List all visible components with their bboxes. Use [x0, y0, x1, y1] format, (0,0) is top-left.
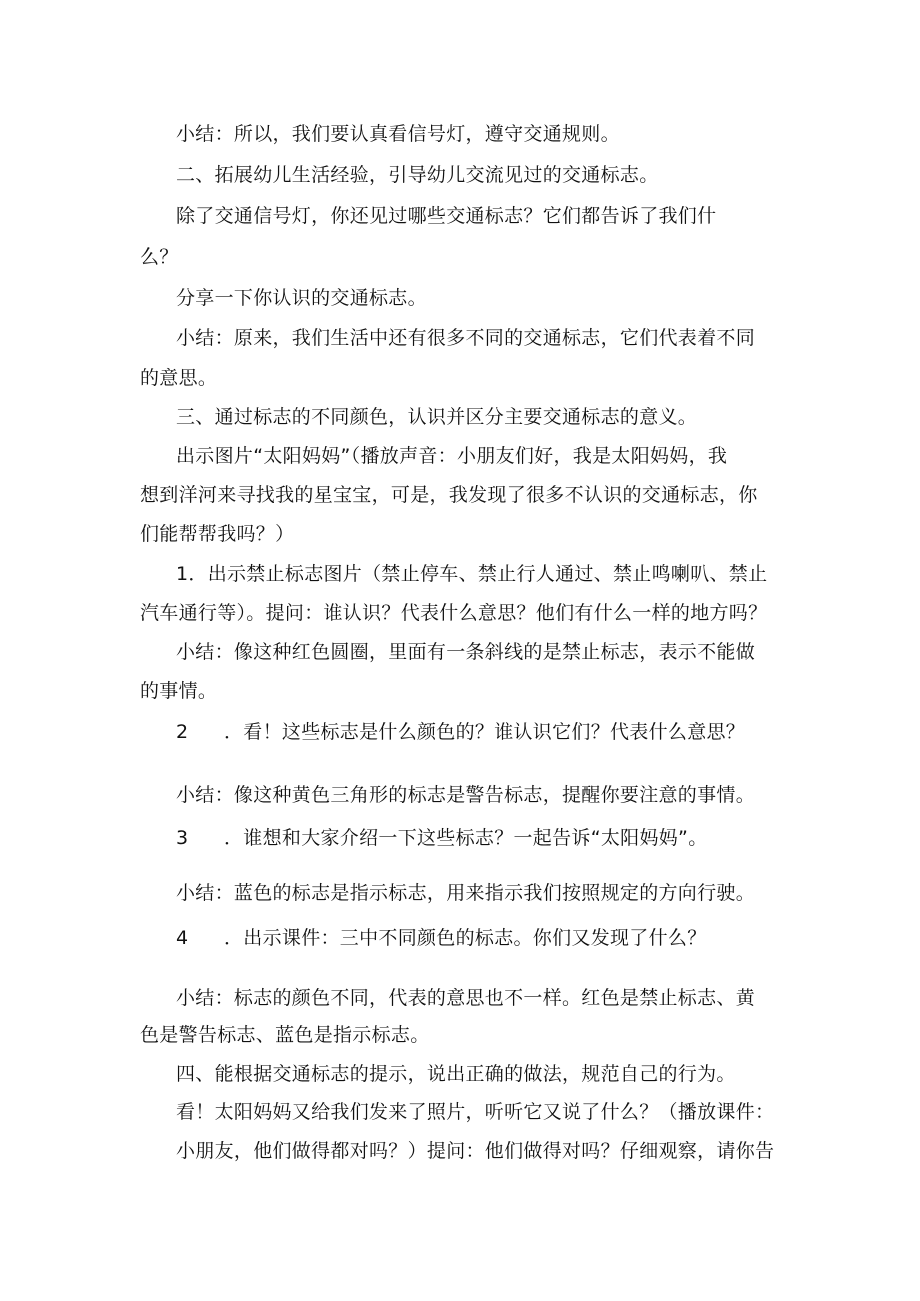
item-4-show-courseware [176, 926, 707, 950]
look-photos-cont: 小朋友，他们做得都对吗？）提问：他们做得对吗？仔细观察，请你告 [176, 1140, 775, 1162]
summary-prohibition: 小结：像这种红色圆圈，里面有一条斜线的是禁止标志，表示不能做 [176, 641, 756, 663]
item-number: 4 [176, 927, 189, 949]
summary-different-signs: 小结：原来，我们生活中还有很多不同的交通标志，它们代表着不同 [176, 327, 756, 349]
item-1-prohibition-signs-cont: 汽车通行等）。提问：谁认识？代表什么意思？他们有什么一样的地方吗？ [140, 602, 768, 624]
summary-different-signs-cont: 的意思。 [140, 367, 218, 389]
item-number: 2 [176, 721, 189, 743]
share-prompt: 分享一下你认识的交通标志。 [176, 287, 427, 309]
item-2-colors-question [176, 720, 745, 744]
summary-prohibition-cont: 的事情。 [140, 680, 218, 702]
section-two-heading: 二、拓展幼儿生活经验，引导幼儿交流见过的交通标志。 [176, 164, 659, 186]
item-text: ．看！这些标志是什么颜色的？谁认识它们？代表什么意思？ [224, 721, 746, 743]
question-traffic-signs: 除了交通信号灯，你还见过哪些交通标志？它们都告诉了我们什 [176, 205, 717, 227]
section-four-heading: 四、能根据交通标志的提示，说出正确的做法，规范自己的行为。 [176, 1063, 736, 1085]
item-3-introduce-signs [176, 826, 708, 850]
item-text: ．出示课件：三中不同颜色的标志。你们又发现了什么？ [224, 927, 707, 949]
item-number: 3 [176, 827, 189, 849]
summary-obey-rules: 小结：所以，我们要认真看信号灯，遵守交通规则。 [176, 123, 620, 145]
item-1-prohibition-signs: 1．出示禁止标志图片（禁止停车、禁止行人通过、禁止鸣喇叭、禁止 [176, 563, 768, 585]
show-picture-sun-mother-cont: 想到洋河来寻找我的星宝宝，可是，我发现了很多不认识的交通标志，你 [140, 484, 758, 506]
look-photos: 看！太阳妈妈又给我们发来了照片，听听它又说了什么？（播放课件： [176, 1101, 775, 1123]
section-three-heading: 三、通过标志的不同颜色，认识并区分主要交通标志的意义。 [176, 406, 698, 428]
summary-colors-cont: 色是警告标志、蓝色是指示标志。 [140, 1024, 430, 1046]
summary-warning: 小结：像这种黄色三角形的标志是警告标志，提醒你要注意的事情。 [176, 784, 756, 806]
show-picture-sun-mother: 出示图片“太阳妈妈”（播放声音：小朋友们好，我是太阳妈妈，我 [176, 445, 728, 467]
item-text: ．谁想和大家介绍一下这些标志？一起告诉“太阳妈妈”。 [224, 827, 708, 849]
show-picture-sun-mother-end: 们能帮帮我吗？） [140, 523, 295, 545]
summary-colors: 小结：标志的颜色不同，代表的意思也不一样。红色是禁止标志、黄 [176, 987, 756, 1009]
question-traffic-signs-cont: 么？ [140, 246, 179, 268]
summary-indication: 小结：蓝色的标志是指示标志，用来指示我们按照规定的方向行驶。 [176, 882, 756, 904]
